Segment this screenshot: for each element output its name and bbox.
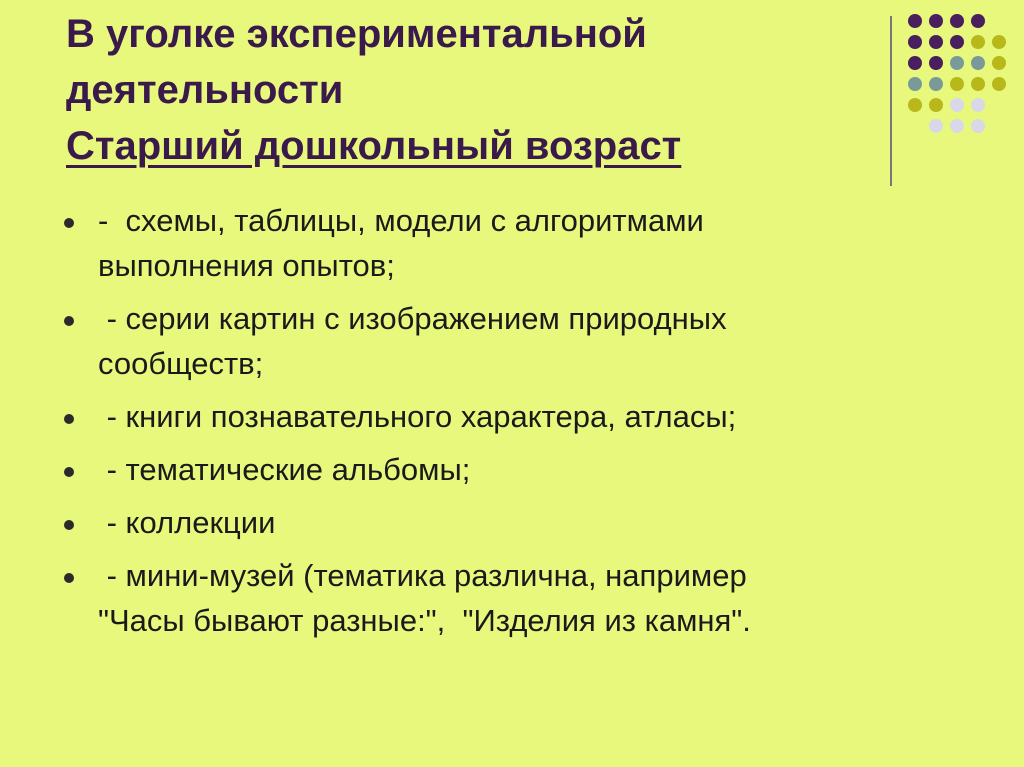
bullet-list	[60, 198, 960, 651]
bullet-icon	[64, 414, 74, 424]
list-item	[60, 198, 960, 288]
decorative-dot	[950, 56, 964, 70]
bullet-icon	[64, 316, 74, 326]
decorative-dot	[929, 119, 943, 133]
slide-subtitle: Старший дошкольный возраст	[66, 124, 682, 168]
list-item-text: - серии картин с изображением природных сообществ;	[98, 301, 727, 381]
bullet-icon	[64, 218, 74, 228]
list-item	[60, 296, 960, 386]
list-item	[60, 553, 960, 643]
decorative-dot	[971, 77, 985, 91]
decorative-dot	[929, 56, 943, 70]
decorative-dot	[908, 14, 922, 28]
decorative-dot	[950, 35, 964, 49]
bullet-icon	[64, 520, 74, 530]
list-item	[60, 394, 960, 439]
decorative-dot	[971, 35, 985, 49]
bullet-icon	[64, 573, 74, 583]
decorative-dot	[950, 14, 964, 28]
decorative-dot	[992, 35, 1006, 49]
decorative-dot	[971, 98, 985, 112]
slide-title	[66, 6, 866, 174]
decorative-dot	[929, 35, 943, 49]
list-item-text: - схемы, таблицы, модели с алгоритмами выполнения опытов;	[98, 203, 704, 283]
decorative-dot	[971, 14, 985, 28]
list-item	[60, 447, 960, 492]
decorative-dot	[908, 77, 922, 91]
list-item-text: - книги познавательного характера, атласы;	[98, 399, 737, 434]
bullet-icon	[64, 467, 74, 477]
decorative-dot	[950, 98, 964, 112]
decorative-dot-grid	[908, 14, 1018, 164]
list-item-text: - мини-музей (тематика различна, например "Часы бывают разные:", "Изделия из камня".	[98, 558, 751, 638]
decorative-dot	[929, 14, 943, 28]
decorative-dot	[950, 119, 964, 133]
decorative-dot	[971, 56, 985, 70]
decorative-dot	[908, 35, 922, 49]
decorative-dot	[992, 56, 1006, 70]
decorative-dot	[929, 98, 943, 112]
title-line-2: деятельности	[66, 68, 344, 112]
decorative-dot	[950, 77, 964, 91]
list-item-text: - коллекции	[98, 505, 276, 540]
decorative-divider	[890, 16, 892, 186]
decorative-dot	[908, 56, 922, 70]
title-line-1: В уголке экспериментальной	[66, 12, 647, 56]
list-item	[60, 500, 960, 545]
decorative-dot	[929, 77, 943, 91]
decorative-dot	[971, 119, 985, 133]
decorative-dot	[908, 98, 922, 112]
list-item-text: - тематические альбомы;	[98, 452, 471, 487]
decorative-dot	[992, 77, 1006, 91]
